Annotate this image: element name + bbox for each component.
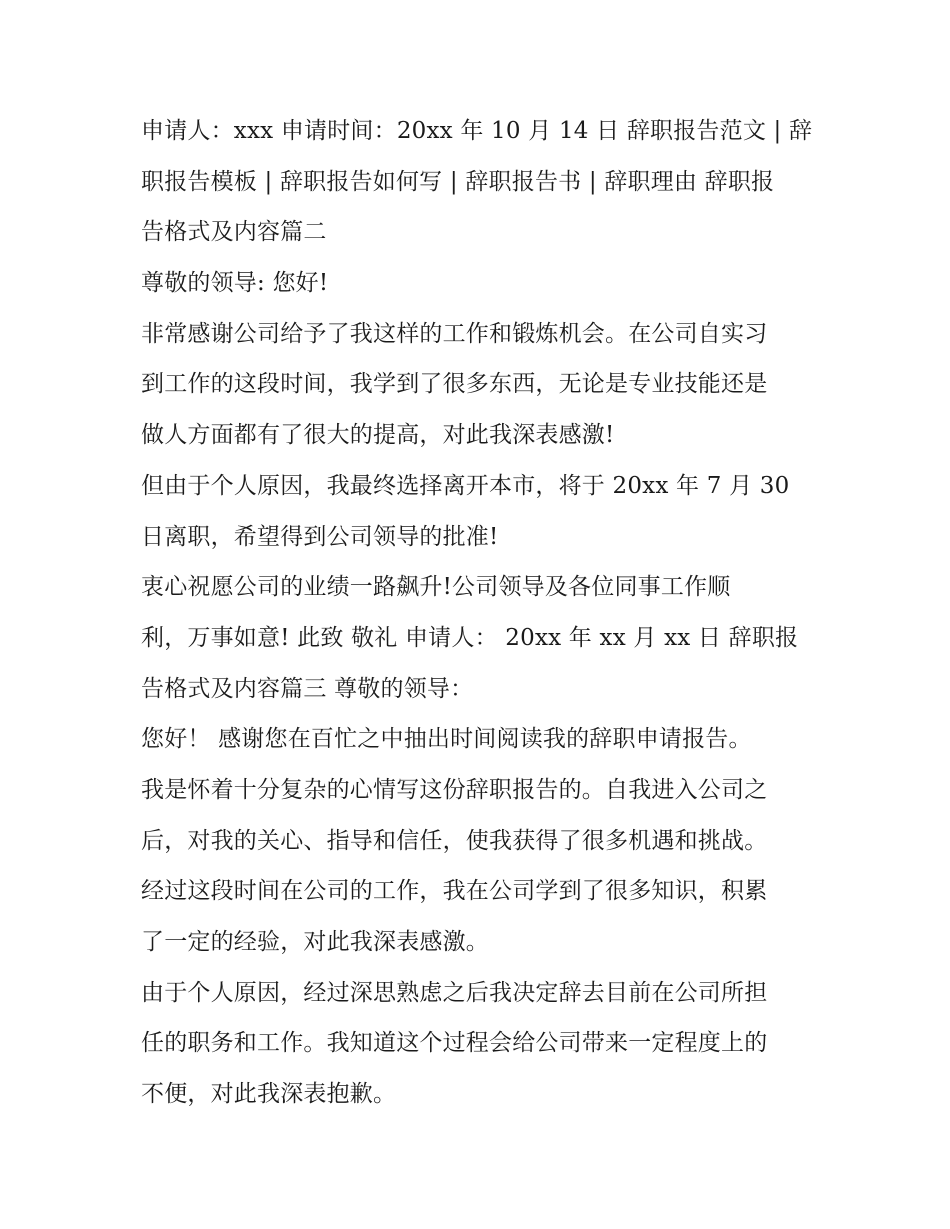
text-line: 日离职，希望得到公司领导的批准! <box>141 523 499 550</box>
text-line: 我是怀着十分复杂的心情写这份辞职报告的。自我进入公司之 <box>141 776 768 803</box>
text-line: 告格式及内容篇三 尊敬的领导： <box>141 675 474 702</box>
text-line: 您好！ 感谢您在百忙之中抽出时间阅读我的辞职申请报告。 <box>141 726 752 753</box>
text-line: 不便，对此我深表抱歉。 <box>141 1081 397 1108</box>
text-line: 衷心祝愿公司的业绩一路飙升!公司领导及各位同事工作顺 <box>141 574 731 601</box>
text-line: 到工作的这段时间，我学到了很多东西，无论是专业技能还是 <box>141 371 768 398</box>
text-line: 利，万事如意! 此致 敬礼 申请人： 20xx 年 xx 月 xx 日 辞职报 <box>141 624 799 651</box>
text-line: 申请人：xxx 申请时间：20xx 年 10 月 14 日 辞职报告范文 | 辞 <box>141 118 813 144</box>
text-line: 职报告模板 | 辞职报告如何写 | 辞职报告书 | 辞职理由 辞职报 <box>141 168 775 195</box>
text-line: 了一定的经验，对此我深表感激。 <box>141 929 489 955</box>
text-line: 经过这段时间在公司的工作，我在公司学到了很多知识，积累 <box>141 878 768 905</box>
text-line: 非常感谢公司给予了我这样的工作和锻炼机会。在公司自实习 <box>141 320 768 347</box>
text-line: 由于个人原因，经过深思熟虑之后我决定辞去目前在公司所担 <box>141 979 768 1006</box>
text-line: 尊敬的领导: 您好! <box>141 270 329 297</box>
text-line: 但由于个人原因，我最终选择离开本市，将于 20xx 年 7 月 30 <box>141 472 790 499</box>
text-line: 告格式及内容篇二 <box>141 219 327 246</box>
text-line: 任的职务和工作。我知道这个过程会给公司带来一定程度上的 <box>141 1030 768 1057</box>
text-line: 做人方面都有了很大的提高，对此我深表感激! <box>141 422 615 449</box>
text-line: 后，对我的关心、指导和信任，使我获得了很多机遇和挑战。 <box>141 827 768 854</box>
document-body <box>141 106 821 1120</box>
